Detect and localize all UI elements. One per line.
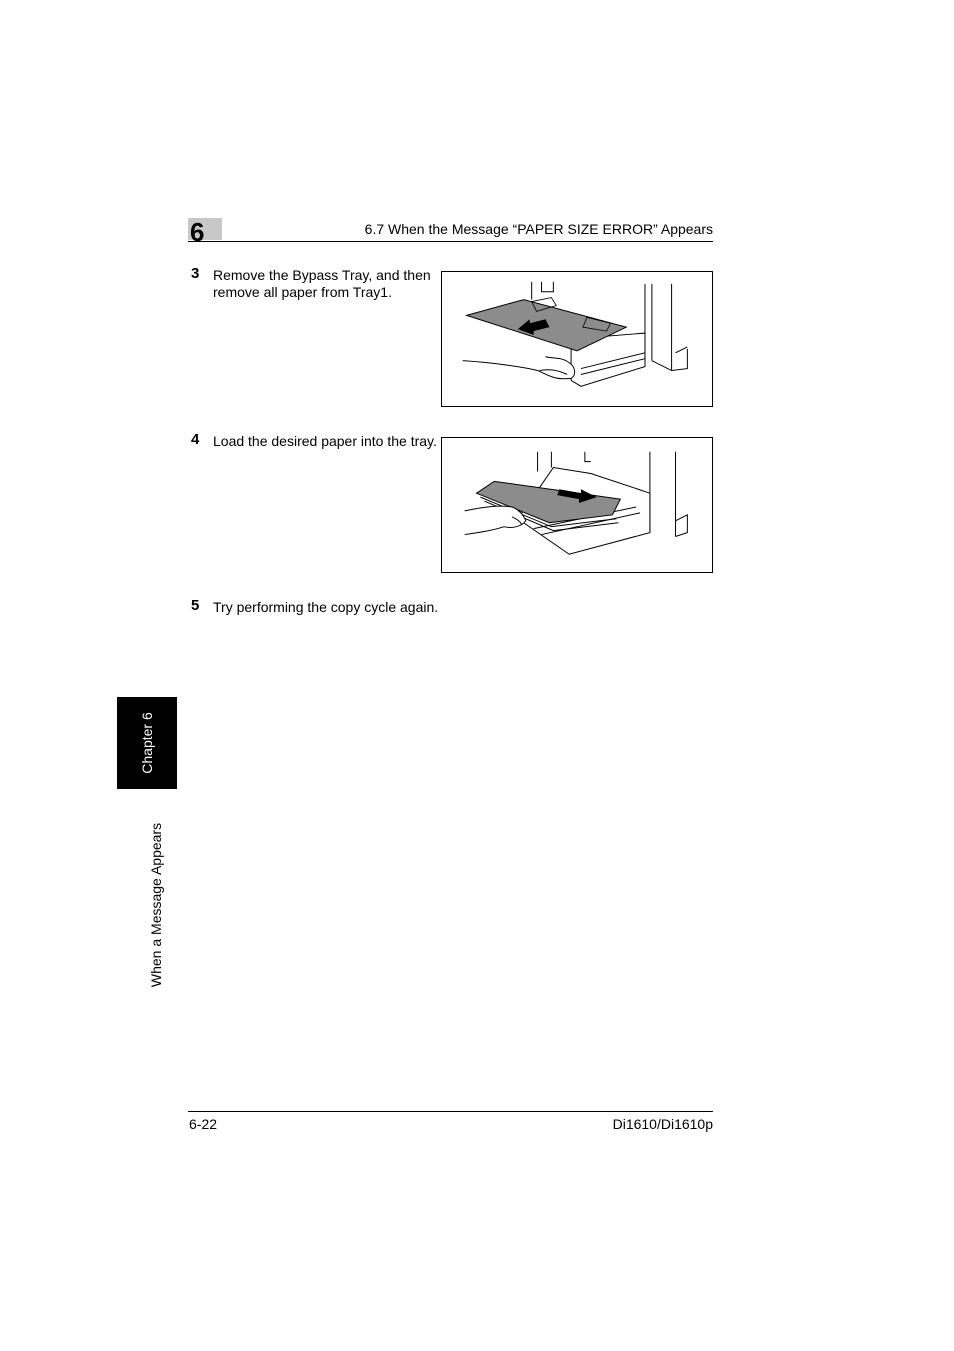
chapter-number: 6	[190, 217, 205, 247]
load-paper-drawing	[442, 438, 712, 572]
step-3-text: Remove the Bypass Tray, and then remove all paper from Tray1.	[213, 267, 431, 300]
step-4-number: 4	[191, 431, 200, 448]
section-title: 6.7 When the Message “PAPER SIZE ERROR” Appears	[364, 221, 713, 237]
model-name: Di1610/Di1610p	[612, 1116, 713, 1132]
step-5-text: Try performing the copy cycle again.	[213, 599, 439, 615]
remove-tray-drawing	[442, 272, 712, 406]
remove-bypass-tray-illustration	[441, 271, 713, 407]
header-divider	[188, 241, 713, 242]
load-paper-illustration	[441, 437, 713, 573]
side-section-label: When a Message Appears	[148, 822, 164, 988]
step-3-number: 3	[191, 265, 200, 282]
page-number: 6-22	[189, 1116, 218, 1132]
footer-divider	[188, 1111, 713, 1112]
step-5-number: 5	[191, 597, 200, 614]
step-4-text: Load the desired paper into the tray.	[213, 433, 437, 449]
chapter-side-tab-label: Chapter 6	[139, 712, 155, 774]
